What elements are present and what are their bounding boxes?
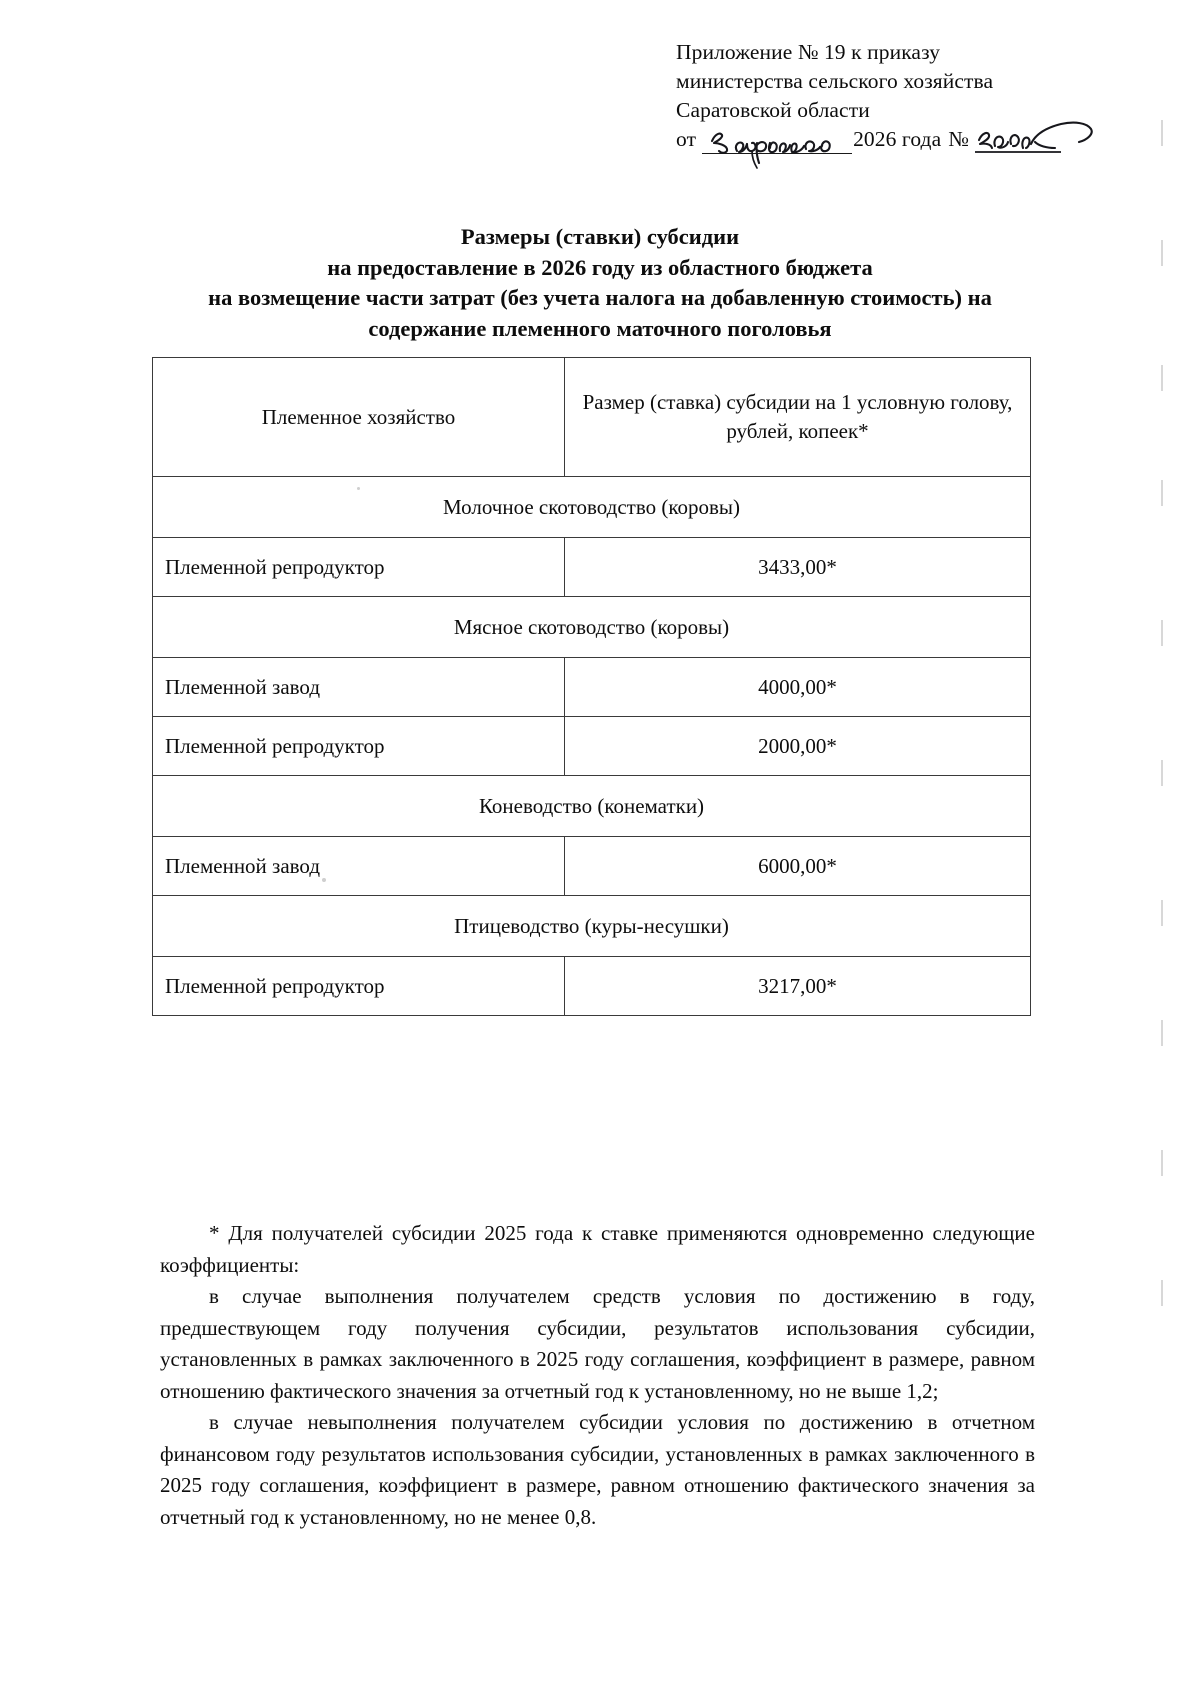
table-section-row [153, 896, 1031, 957]
row-value: 3217,00* [565, 957, 1031, 1016]
header-line-appendix: Приложение № 19 к приказу [676, 40, 941, 64]
footnote-paragraph-1: * Для получателей субсидии 2025 года к ставке применяются одновременно следующие коэффициенты: [160, 1221, 1035, 1277]
footnote-paragraph-2: в случае выполнения получателем средств условия по достижению в году, предшествующем году получения субсидии, результатов использования субсидии, установленных в рамках заключенного в 2025 году соглашения, коэффициент в размере, равном отношению фактического значения за отчетный год к установленному, но не выше 1,2; [160, 1284, 1035, 1403]
footnote-paragraph-3: в случае невыполнения получателем субсидии условия по достижению в отчетном финансовом году результатов использования субсидии, установленных в рамках заключенного в 2025 году соглашения, коэффициент в размере, равном отношению фактического значения за отчетный год к установленному, но не менее 0,8. [160, 1410, 1035, 1529]
table-row [153, 837, 1031, 896]
header-line-region: Саратовской области [676, 98, 870, 122]
scan-speck [357, 487, 360, 490]
title-line-2: на предоставление в 2026 году из областного бюджета [327, 254, 873, 280]
row-name: Племенной завод [153, 658, 565, 717]
table-section-row [153, 477, 1031, 538]
section-title-beef: Мясное скотоводство (коровы) [153, 597, 1031, 658]
row-value: 3433,00* [565, 538, 1031, 597]
scan-speck [322, 878, 326, 882]
date-prefix-label: от [676, 127, 697, 151]
row-value: 2000,00* [565, 717, 1031, 776]
row-name: Племенной репродуктор [153, 538, 565, 597]
table-section-row [153, 776, 1031, 837]
row-value: 4000,00* [565, 658, 1031, 717]
header-date-line [676, 125, 1096, 154]
handwritten-number-field [975, 130, 1083, 154]
number-symbol-label: № [948, 127, 969, 151]
scan-artifact-marks [1161, 120, 1164, 1420]
row-name: Племенной завод [153, 837, 565, 896]
row-name: Племенной репродуктор [153, 957, 565, 1016]
header-line-ministry: министерства сельского хозяйства [676, 69, 994, 93]
table-header-rate: Размер (ставка) субсидии на 1 условную голову, рублей, копеек* [565, 358, 1031, 477]
page-title [150, 222, 1050, 344]
handwritten-number-ink-icon [975, 118, 1095, 166]
table-row [153, 658, 1031, 717]
title-line-1: Размеры (ставки) субсидии [460, 224, 740, 249]
table-header-row [153, 358, 1031, 477]
row-name: Племенной репродуктор [153, 717, 565, 776]
footnote-block [160, 1218, 1035, 1533]
table-row [153, 717, 1031, 776]
table-section-row [153, 597, 1031, 658]
document-header [676, 38, 1096, 154]
table-row [153, 957, 1031, 1016]
table-header-farm-type: Племенное хозяйство [153, 358, 565, 477]
row-value: 6000,00* [565, 837, 1031, 896]
date-year-label: 2026 года [853, 127, 942, 151]
handwritten-date-ink-icon [702, 121, 852, 165]
subsidy-rates-table [152, 357, 1031, 1016]
handwritten-date-field [702, 129, 852, 154]
section-title-horse: Коневодство (конематки) [153, 776, 1031, 837]
title-line-4: содержание племенного маточного поголовья [368, 315, 832, 341]
table-row [153, 538, 1031, 597]
section-title-dairy: Молочное скотоводство (коровы) [153, 477, 1031, 538]
section-title-poultry: Птицеводство (куры-несушки) [153, 896, 1031, 957]
title-line-3: на возмещение части затрат (без учета налога на добавленную стоимость) на [208, 285, 992, 310]
